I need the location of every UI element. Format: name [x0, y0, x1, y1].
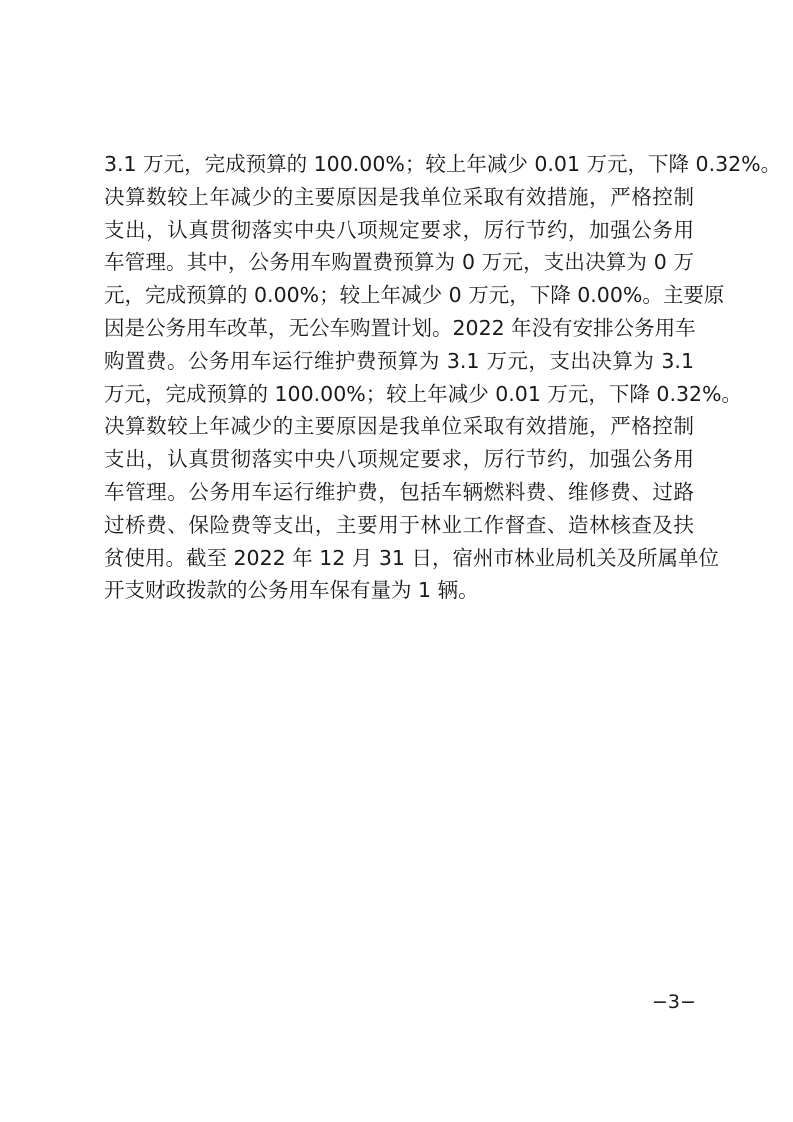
text-line-6: 因是公务用车改革，无公车购置计划。2022 年没有安排公务用车 [104, 315, 696, 340]
text-line-5: 元，完成预算的 0.00%；较上年减少 0 万元，下降 0.00%。主要原 [104, 283, 725, 308]
text-line-9: 决算数较上年减少的主要原因是我单位采取有效措施，严格控制 [104, 414, 694, 439]
text-line-14: 开支财政拨款的公务用车保有量为 1 辆。 [104, 578, 479, 603]
text-line-7: 购置费。公务用车运行维护费预算为 3.1 万元，支出决算为 3.1 [104, 348, 694, 373]
text-line-8: 万元，完成预算的 100.00%；较上年减少 0.01 万元，下降 0.32%。 [104, 381, 743, 406]
text-line-2: 决算数较上年减少的主要原因是我单位采取有效措施，严格控制 [104, 184, 694, 209]
page-number: −3− [652, 991, 696, 1013]
body-paragraph [104, 148, 782, 607]
text-line-11: 车管理。公务用车运行维护费，包括车辆燃料费、维修费、过路 [104, 479, 694, 504]
text-line-13: 贫使用。截至 2022 年 12 月 31 日，宿州市林业局机关及所属单位 [104, 545, 719, 570]
text-line-1: 3.1 万元，完成预算的 100.00%；较上年减少 0.01 万元，下降 0.32%。 [104, 152, 782, 176]
text-line-10: 支出，认真贯彻落实中央八项规定要求，厉行节约，加强公务用 [104, 447, 694, 472]
text-line-12: 过桥费、保险费等支出，主要用于林业工作督查、造林核查及扶 [104, 512, 694, 537]
text-line-4: 车管理。其中，公务用车购置费预算为 0 万元，支出决算为 0 万 [104, 250, 694, 275]
text-line-3: 支出，认真贯彻落实中央八项规定要求，厉行节约，加强公务用 [104, 217, 694, 242]
